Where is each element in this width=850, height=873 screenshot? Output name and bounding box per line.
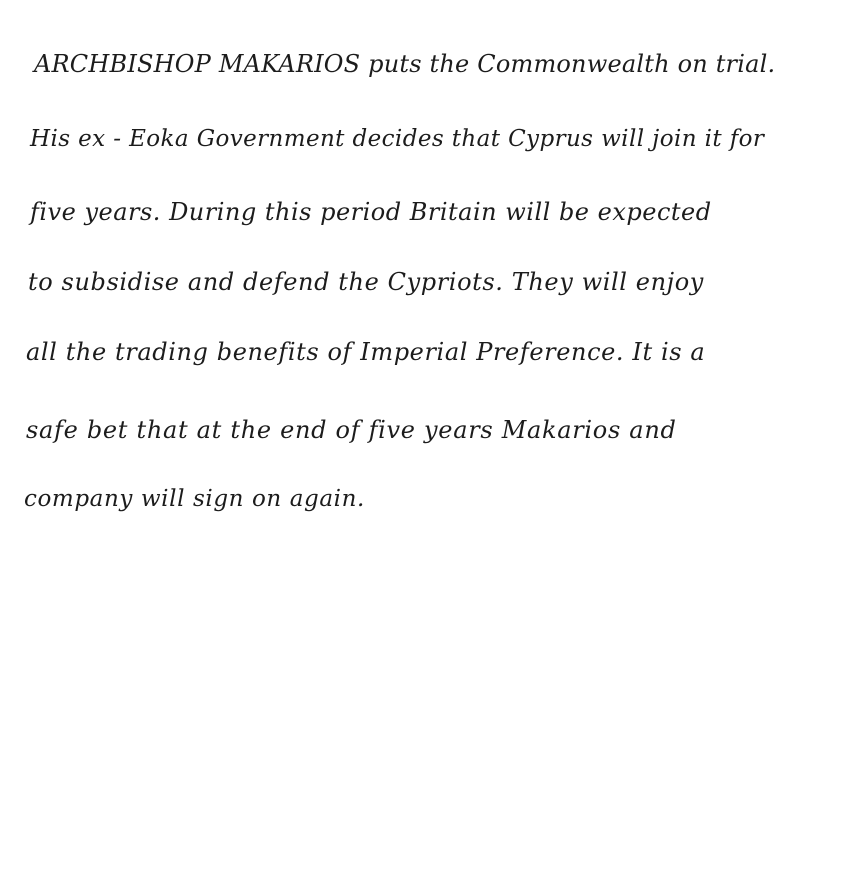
handwritten-line-3: five years. During this period Britain will be expected (30, 198, 712, 226)
handwritten-line-6: safe bet that at the end of five years Makarios and (26, 416, 677, 444)
handwritten-line-4: to subsidise and defend the Cypriots. They will enjoy (28, 268, 704, 296)
handwritten-line-5: all the trading benefits of Imperial Preference. It is a (26, 338, 706, 366)
handwritten-line-7: company will sign on again. (24, 486, 365, 512)
handwritten-line-1: ARCHBISHOP MAKARIOS puts the Commonwealth on trial. (34, 50, 776, 78)
handwritten-line-2: His ex - Eoka Government decides that Cyprus will join it for (30, 126, 765, 152)
